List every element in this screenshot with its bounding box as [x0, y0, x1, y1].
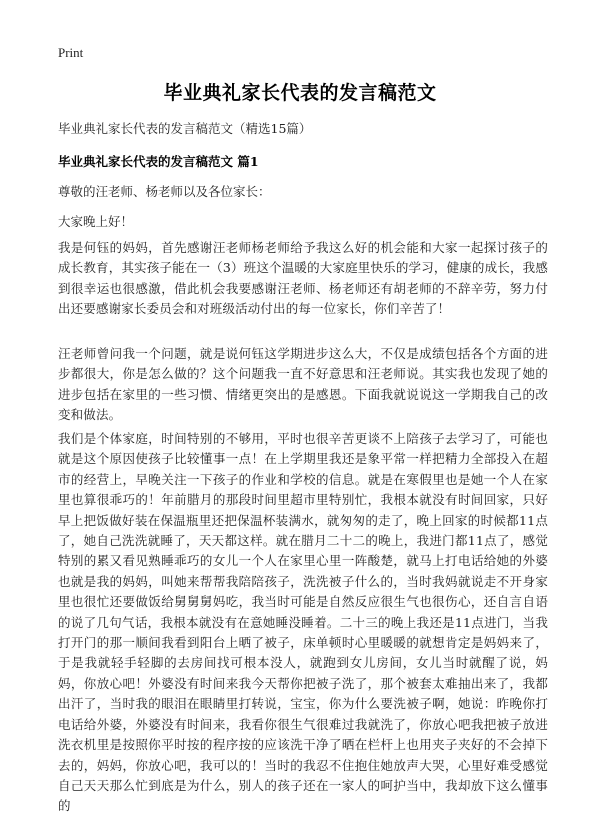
salutation: 尊敬的汪老师、杨老师以及各位家长：	[58, 184, 271, 199]
paragraph-1	[58, 238, 548, 320]
paragraph-2	[58, 344, 548, 426]
paragraph-text: 我们是个体家庭，时间特别的不够用，平时也很辛苦更谈不上陪孩子去学习了，可能也就是这个原因使孩子比较懂事一点！在上学期里我还是象平常一样把精力全部投入在超市的经营上，早晚关注一下孩子的作业和学校的信息。就是在寒假里也是她一个人在家里也算很乖巧的！年前腊月的那段时间里超市里特别忙，我根本就没有时间回家，只好早上把饭做好装在保温瓶里还把保温杯装满水，就匆匆的走了，晚上回家的时候都11点了，她自己洗洗就睡了，天天都这样。就在腊月二十二的晚上，我进门都11点了，感觉特别的累又看见熟睡乖巧的女儿一个人在家里心里一阵酸楚，就马上打电话给她的外婆也就是我的妈妈，叫她来帮帮我陪陪孩子，洗洗被子什么的，当时我妈就说走不开身家里也很忙还要做饭给舅舅舅妈吃，我当时可能是自然反应很生气也很伤心，还自言自语的说了几句气话，我根本就没有在意她睡没睡着。二十三的晚上我还是11点进门，当我打开门的那一顺间我看到阳台上晒了被子，床单顿时心里暖暖的就想肯定是妈妈来了，于是我就轻手轻脚的去房间找可根本没人，就跑到女儿房间，女儿当时就醒了说，妈妈，你放心吧！外婆没有时间来我今天帮你把被子洗了，那个被套太难抽出来了，我都出汗了，当时我的眼泪在眼睛里打转说，宝宝，你为什么要洗被子啊，她说：昨晚你打电话给外婆，外婆没有时间来，我看你很生气很难过我就洗了，你放心吧我把被子放进洗衣机里是按照你平时按的程序按的应该洗干净了晒在栏杆上也用夹子夹好的不会掉下去的，妈妈，你放心吧，我可以的！当时的我忍不住抱住她放声大哭，心里好难受感觉自己天天那么忙到底是为什么，别人的孩子还在一家人的呵护当中，我却放下这么懂事的	[58, 431, 548, 814]
paragraph-3	[58, 429, 548, 817]
section-heading: 毕业典礼家长代表的发言稿范文 篇1	[58, 154, 259, 169]
paragraph-text: 汪老师曾问我一个问题，就是说何钰这学期进步这么大，不仅是成绩包括各个方面的进步都很大，你是怎么做的？这个问题我一直不好意思和汪老师说。其实我也发现了她的进步包括在家里的一些习惯、情绪更突出的是感恩。下面我就说说这一学期我自己的改变和做法。	[58, 346, 548, 423]
print-link[interactable]: Print	[58, 45, 84, 60]
paragraph-text: 我是何钰的妈妈，首先感谢汪老师杨老师给予我这么好的机会能和大家一起探讨孩子的成长教育，其实孩子能在一（3）班这个温暖的大家庭里快乐的学习，健康的成长，我感到很幸运也很感激，借此机会我要感谢汪老师、杨老师还有胡老师的不辞辛劳，努力付出还要感谢家长委员会和对班级活动付出的每一位家长，你们辛苦了！	[58, 240, 548, 317]
greeting: 大家晚上好！	[58, 214, 134, 229]
page-title: 毕业典礼家长代表的发言稿范文	[163, 82, 437, 104]
document-subtitle: 毕业典礼家长代表的发言稿范文（精选15篇）	[58, 121, 312, 136]
